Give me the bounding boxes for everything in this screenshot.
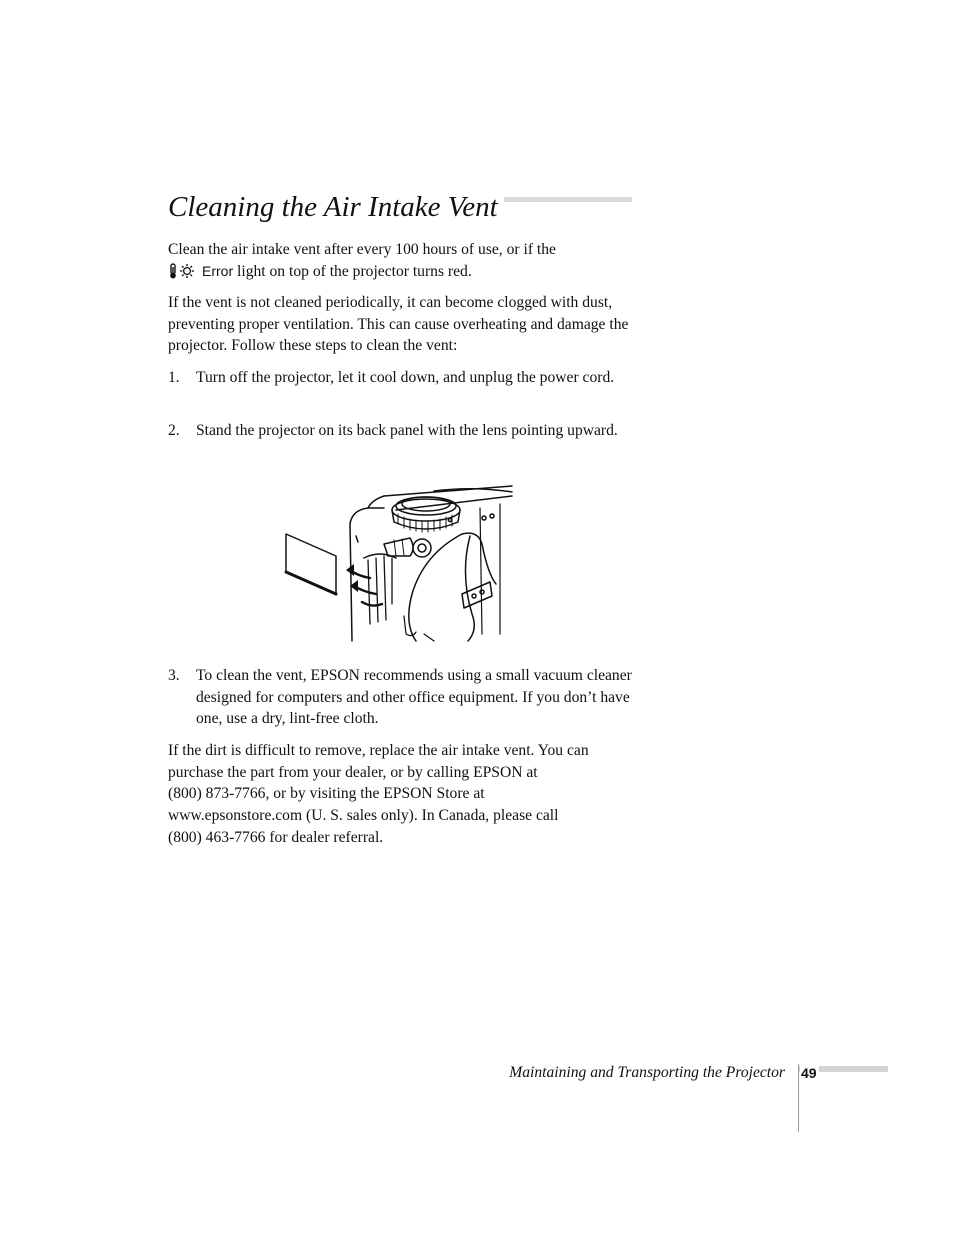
replacement-line: www.epsonstore.com (U. S. sales only). In Canada, please call [168,807,559,825]
replacement-line: (800) 463-7766 for dealer referral. [168,828,384,846]
replacement-paragraph [168,740,638,849]
footer-section-title: Maintaining and Transporting the Projector [509,1064,785,1081]
step-text: Stand the projector on its back panel with the lens pointing upward. [196,422,618,439]
replacement-line: (800) 873-7766, or by visiting the EPSON Store at [168,785,485,803]
step-1 [168,367,638,389]
replacement-line: purchase the part from your dealer, or by calling EPSON at [168,763,538,781]
step-2 [168,420,638,442]
step-3 [168,665,638,730]
ventilation-paragraph: If the vent is not cleaned periodically, it can become clogged with dust, preventing proper ventilation. This can cause overheating and damage the projector. Follow these steps to clean the vent: [168,294,629,355]
thermometer-sun-icon [168,263,198,279]
page-title: Cleaning the Air Intake Vent [168,187,504,227]
intro-paragraph [168,239,638,282]
intro-text-before: Clean the air intake vent after every 100 hours of use, or if the [168,241,556,258]
page-number: 49 [801,1065,817,1081]
step-number: 3. [168,667,180,684]
step-text: To clean the vent, EPSON recommends using a small vacuum cleaner designed for computers and other office equipment. If you don’t have one, use a dry, lint-free cloth. [196,667,632,728]
step-number: 2. [168,422,180,439]
projector-vent-illustration [284,484,516,644]
error-light-label: Error [202,262,234,279]
step-number: 1. [168,369,180,386]
replacement-line: If the dirt is difficult to remove, replace the air intake vent. You can [168,742,589,759]
footer-divider [798,1064,799,1132]
intro-text-after: light on top of the projector turns red. [233,262,472,280]
step-text: Turn off the projector, let it cool down, and unplug the power cord. [196,369,615,386]
